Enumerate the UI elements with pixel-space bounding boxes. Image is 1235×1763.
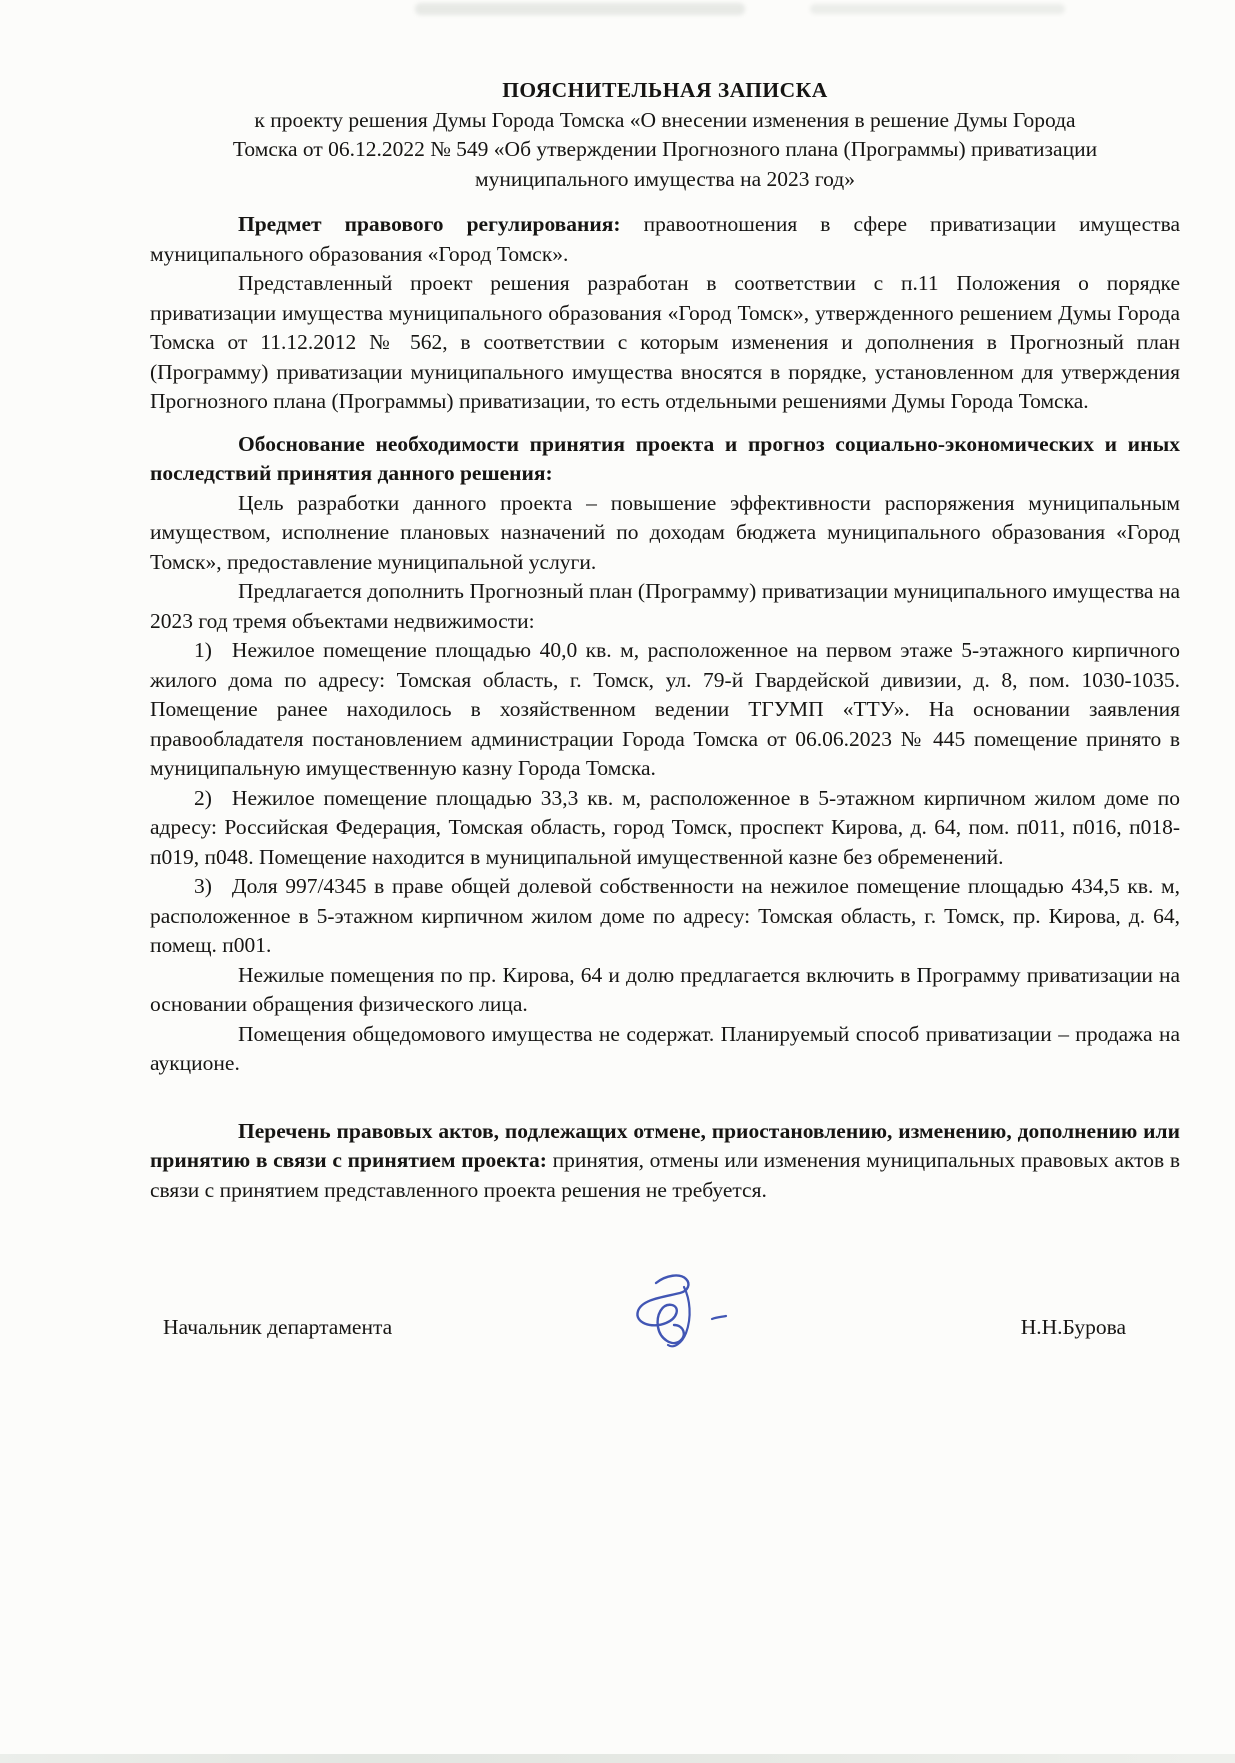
- list-item-2-text: Нежилое помещение площадью 33,3 кв. м, расположенное в 5-этажном кирпичном жилом доме по адресу: Российская Федерация, Томская область, город Томск, проспект Кирова, д. 64, пом. п011, п016, п018-п019, п048. Помещение находится в муниципальной имущественной казне без обременений.: [150, 785, 1180, 869]
- paragraph-basis: [150, 269, 1180, 417]
- subtitle-line: муниципального имущества на 2023 год»: [475, 166, 855, 191]
- scan-artifact-bottom-edge: [0, 1754, 1235, 1763]
- paragraph-legal-acts-lead: Перечень правовых актов, подлежащих отмене, приостановлению, изменению, дополнению или принятию в связи с принятием проекта:: [150, 1118, 1180, 1172]
- subtitle-line: к проекту решения Думы Города Томска «О внесении изменения в решение Думы Города: [254, 107, 1076, 132]
- paragraph-kirova-note-text: Нежилые помещения по пр. Кирова, 64 и долю предлагается включить в Программу приватизации на основании обращения физического лица.: [150, 962, 1180, 1016]
- paragraph-goal: [150, 489, 1180, 578]
- paragraph-legal-acts: [150, 1117, 1180, 1206]
- list-item-3-text: Доля 997/4345 в праве общей долевой собственности на нежилое помещение площадью 434,5 кв. м, расположенное в 5-этажном кирпичном жилом доме по адресу: Томская область, г. Томск, пр. Кирова, д. 64, помещ. п001.: [150, 874, 1180, 957]
- document-subtitle: [150, 106, 1180, 195]
- paragraph-goal-text: Цель разработки данного проекта – повышение эффективности распоряжения муниципальным имуществом, исполнение плановых назначений по доходам бюджета муниципального образования «Город Томск», предоставление муниципальной услуги.: [150, 490, 1180, 574]
- subtitle-line: Томска от 06.12.2022 № 549 «Об утверждении Прогнозного плана (Программы) приватизации: [232, 137, 1098, 161]
- list-item-1-text: Нежилое помещение площадью 40,0 кв. м, расположенное на первом этаже 5-этажного кирпичного жилого дома по адресу: Томская область, г. Томск, ул. 79-й Гвардейской дивизии, д. 8, пом. 1030-1035. Помещение ранее находилось в хозяйственном ведении ТГУМП «ТТУ». На основании заявления правообладателя постановлением администрации Города Томска от 06.06.2023 № 445 помещение принято в муниципальную имущественную казну Города Томска.: [150, 638, 1180, 780]
- list-item-2-number: 2): [194, 785, 212, 810]
- paragraph-proposal-text: Предлагается дополнить Прогнозный план (Программу) приватизации муниципального имущества на 2023 год тремя объектами недвижимости:: [150, 579, 1180, 633]
- paragraph-justification-heading: [150, 430, 1180, 489]
- justification-heading-text: Обоснование необходимости принятия проекта и прогноз социально-экономических и иных последствий принятия данного решения:: [150, 431, 1180, 485]
- paragraph-subject: [150, 210, 1180, 269]
- paragraph-legal-acts-text: принятия, отмены или изменения муниципальных правовых актов в связи с принятием представленного проекта решения не требуется.: [150, 1148, 1180, 1202]
- document-body: [150, 210, 1180, 1205]
- paragraph-kirova-note: [150, 961, 1180, 1020]
- list-item-1-number: 1): [194, 638, 212, 662]
- paragraph-auction-note-text: Помещения общедомового имущества не содержат. Планируемый способ приватизации – продажа на аукционе.: [150, 1021, 1180, 1075]
- signature-stroke-dash: [712, 1316, 726, 1319]
- list-item-3-number: 3): [194, 874, 212, 898]
- list-item-3: [150, 872, 1180, 961]
- paragraph-basis-text: Представленный проект решения разработан в соответствии с п.11 Положения о порядке приватизации имущества муниципального образования «Город Томск», утвержденного решением Думы Города Томска от 11.12.2012 № 562, в соответствии с которым изменения и дополнения в Прогнозный план (Программу) приватизации муниципального имущества вносятся в порядке, установленном для утверждения Прогнозного плана (Программы) приватизации, то есть отдельными решениями Думы Города Томска.: [150, 271, 1180, 413]
- scan-artifact-top-right: [810, 4, 1065, 14]
- document-title: ПОЯСНИТЕЛЬНАЯ ЗАПИСКА: [502, 78, 828, 102]
- handwritten-signature-icon: [628, 1273, 732, 1353]
- paragraph-auction-note: [150, 1020, 1180, 1079]
- signatory-role: Начальник департамента: [163, 1315, 393, 1339]
- paragraph-proposal: [150, 577, 1180, 636]
- paragraph-subject-text: правоотношения в сфере приватизации имущества муниципального образования «Город Томск».: [150, 212, 1180, 266]
- scan-artifact-top-left: [415, 3, 745, 15]
- signatory-name: Н.Н.Бурова: [1020, 1315, 1126, 1339]
- list-item-1: [150, 636, 1180, 784]
- list-item-2: [150, 784, 1180, 873]
- paragraph-subject-lead: Предмет правового регулирования:: [238, 212, 621, 236]
- signature-stroke-main: [637, 1276, 688, 1344]
- signature-stroke-tail: [668, 1287, 690, 1346]
- signature-block: [150, 1313, 1126, 1343]
